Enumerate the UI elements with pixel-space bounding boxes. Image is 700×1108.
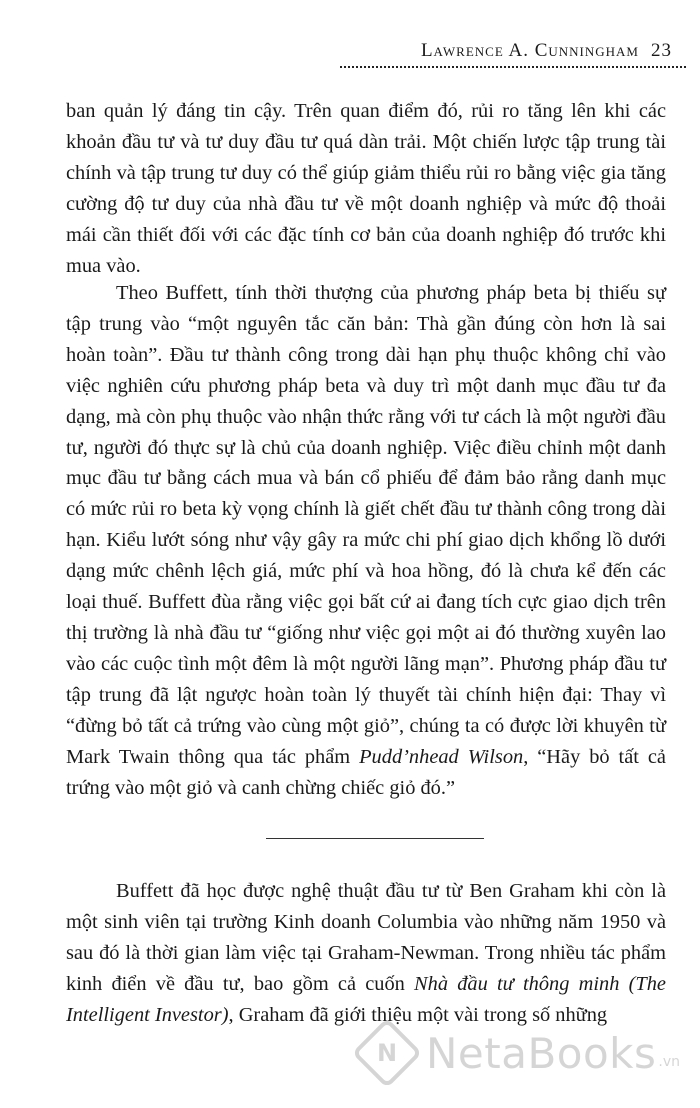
watermark bbox=[362, 1028, 680, 1078]
running-header bbox=[421, 40, 672, 62]
watermark-suffix: .vn bbox=[658, 1054, 680, 1070]
book-title-puddnhead: Pudd’nhead Wilson bbox=[359, 745, 524, 768]
book-title-intelligent-investor: Nhà đầu tư thông minh (The Intelligent Investor) bbox=[66, 972, 666, 1026]
paragraph-2-end: , “Hãy bỏ tất cả trứng vào một giỏ và canh chừng chiếc giỏ đó.” bbox=[66, 745, 666, 799]
paragraph-3-end: , Graham đã giới thiệu một vài trong số những bbox=[228, 1003, 608, 1026]
netabooks-logo-icon bbox=[352, 1018, 423, 1089]
section-divider bbox=[266, 838, 484, 839]
paragraph-2 bbox=[66, 278, 666, 803]
paragraph-1 bbox=[66, 96, 666, 281]
author-name: Lawrence A. Cunningham bbox=[420, 40, 639, 61]
header-dotted-rule bbox=[340, 66, 686, 68]
paragraph-3 bbox=[66, 876, 666, 1031]
page-number: 23 bbox=[651, 40, 672, 61]
paragraph-3-text: Buffett đã học được nghệ thuật đầu tư từ Ben Graham khi còn là một sinh viên tại trường Kinh doanh Columbia vào những năm 1950 và sau đó là thời gian làm việc tại Graham-Newman. Trong nhiều tác phẩm kinh điển về đầu tư, bao gồm cả cuốn bbox=[66, 880, 666, 995]
logo-letter: N bbox=[376, 1039, 398, 1067]
watermark-brand: NetaBooks bbox=[426, 1028, 657, 1078]
paragraph-1-text: ban quản lý đáng tin cậy. Trên quan điểm đó, rủi ro tăng lên khi các khoản đầu tư và tư duy đầu tư quá dàn trải. Một chiến lược tập trung tài chính và tập trung tư duy có thể giúp giảm thiểu rủi ro bằng việc gia tăng cường độ tư duy của nhà đầu tư về một doanh nghiệp và mức độ thoải mái cần thiết đối với các đặc tính cơ bản của doanh nghiệp đó trước khi mua vào. bbox=[66, 100, 666, 277]
paragraph-2-text: Theo Buffett, tính thời thượng của phương pháp beta bị thiếu sự tập trung vào “một nguyên tắc căn bản: Thà gần đúng còn hơn là sai hoàn toàn”. Đầu tư thành công trong dài hạn phụ thuộc không chỉ vào việc nghiên cứu phương pháp beta và duy trì một danh mục đầu tư đa dạng, mà còn phụ thuộc vào nhận thức rằng với tư cách là một người đầu tư, người đó thực sự là chủ của doanh nghiệp. Việc điều chỉnh một danh mục đầu tư bằng cách mua và bán cổ phiếu để đảm bảo rằng danh mục có mức rủi ro beta kỳ vọng chính là giết chết đầu tư thành công trong dài hạn. Kiểu lướt sóng như vậy gây ra mức chi phí giao dịch khổng lồ dưới dạng mức chênh lệch giá, mức phí và hoa hồng, đó là chưa kể đến các loại thuế. Buffett đùa rằng việc gọi bất cứ ai đang tích cực giao dịch trên thị trường là nhà đầu tư “giống như việc gọi một ai đó thường xuyên lao vào các cuộc tình một đêm là một người lãng mạn”. Phương pháp đầu tư tập trung đã lật ngược hoàn toàn lý thuyết tài chính hiện đại: Thay vì “đừng bỏ tất cả trứng vào cùng một giỏ”, chúng ta có được lời khuyên từ Mark Twain thông qua tác phẩm bbox=[66, 282, 666, 768]
